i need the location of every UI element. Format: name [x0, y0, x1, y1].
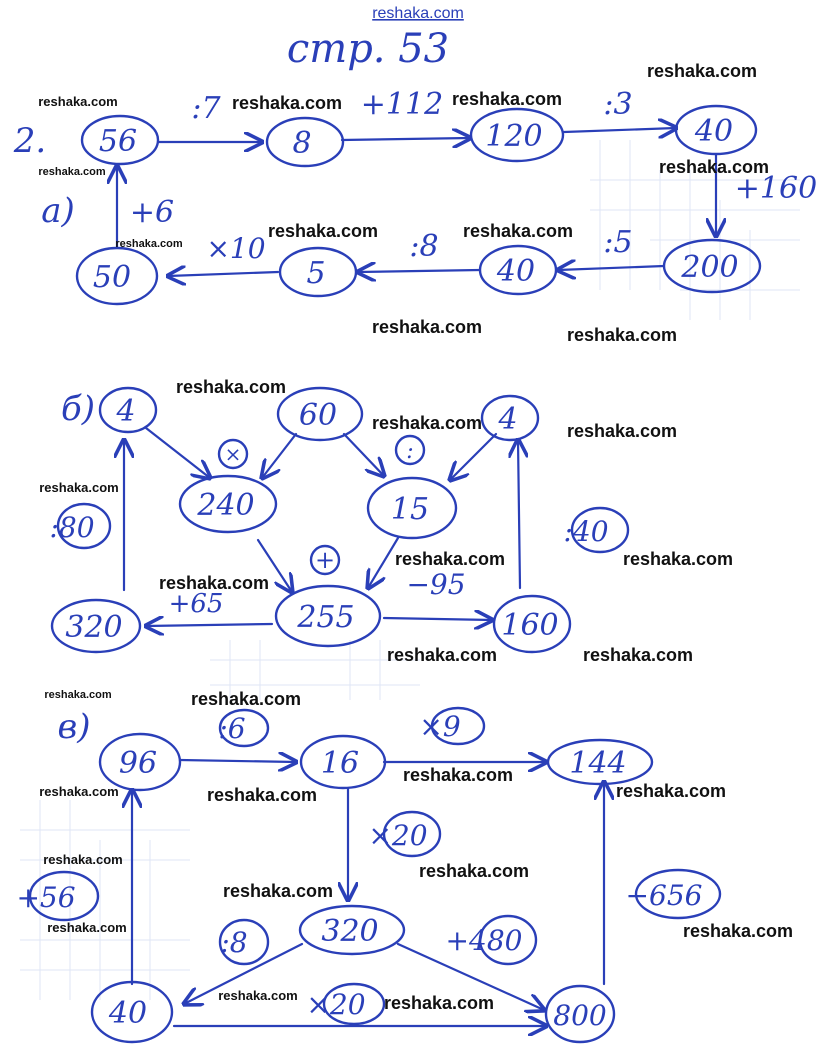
watermark: reshaka.com [231, 93, 343, 113]
op-times10: ×10 [206, 232, 266, 265]
watermark: reshaka.com [175, 377, 287, 397]
watermark: reshaka.com [383, 993, 495, 1013]
node-5-value: 5 [306, 256, 326, 291]
watermark: reshaka.com [371, 413, 483, 433]
watermark: reshaka.com [386, 645, 498, 665]
part-a-label: а) [41, 191, 75, 231]
op-minus95: −95 [406, 568, 466, 601]
op-times20b: ×20 [306, 988, 366, 1021]
watermark: reshaka.com [158, 573, 270, 593]
node-60-value: 60 [298, 398, 338, 433]
node-120-value: 120 [485, 119, 543, 154]
op-div5: :5 [603, 225, 633, 260]
watermark: reshaka.com [43, 852, 123, 867]
node-160-value: 160 [501, 608, 559, 643]
watermark: reshaka.com [462, 221, 574, 241]
header-site[interactable]: reshaka.com [372, 5, 464, 22]
node-40-bottom-value: 40 [496, 254, 536, 289]
node-255-value: 255 [297, 600, 355, 635]
op-times9: ×9 [419, 710, 461, 743]
watermark: reshaka.com [566, 325, 678, 345]
watermark: reshaka.com [566, 421, 678, 441]
node-96-value: 96 [118, 746, 158, 781]
node-40-c-value: 40 [108, 996, 148, 1031]
watermark: reshaka.com [267, 221, 379, 241]
task-number: 2. [13, 121, 47, 161]
watermark: reshaka.com [682, 921, 794, 941]
op-div8-c: :8 [220, 926, 248, 959]
op-div40: :40 [563, 515, 609, 548]
op-plus160: +160 [734, 171, 818, 206]
op-div7: :7 [191, 91, 221, 126]
watermark: reshaka.com [622, 549, 734, 569]
op-times20a: ×20 [368, 819, 428, 852]
op-div8: :8 [409, 229, 439, 264]
part-c-label: в) [57, 707, 91, 747]
watermark: reshaka.com [39, 784, 119, 799]
watermark: reshaka.com [47, 920, 127, 935]
op-div3: :3 [603, 87, 633, 122]
part-b-ops [49, 436, 628, 619]
op-div6: :6 [218, 712, 246, 745]
watermark: reshaka.com [44, 689, 112, 701]
op-div80: :80 [49, 511, 95, 544]
node-4-left-value: 4 [116, 394, 136, 429]
node-16-value: 16 [320, 746, 360, 781]
part-b-label: б) [60, 389, 96, 429]
part-b-nodes [52, 388, 570, 652]
watermark: reshaka.com [371, 317, 483, 337]
op-plus65: +65 [168, 589, 224, 619]
part-c-nodes [92, 734, 652, 1042]
watermark: reshaka.com [190, 689, 302, 709]
watermark: reshaka.com [218, 988, 298, 1003]
watermark: reshaka.com [418, 861, 530, 881]
watermark: reshaka.com [646, 61, 758, 81]
op-plus: + [314, 546, 336, 574]
node-200-value: 200 [681, 250, 739, 285]
node-50-value: 50 [92, 260, 132, 295]
watermark: reshaka.com [402, 765, 514, 785]
watermark: reshaka.com [658, 157, 770, 177]
watermark: reshaka.com [38, 166, 106, 178]
watermark: reshaka.com [615, 781, 727, 801]
op-times: × [224, 442, 242, 466]
watermark: reshaka.com [115, 238, 183, 250]
op-plus480: +480 [445, 924, 523, 957]
node-144-value: 144 [569, 746, 627, 781]
watermark: reshaka.com [394, 549, 506, 569]
watermark: reshaka.com [451, 89, 563, 109]
op-minus656: −656 [625, 879, 703, 912]
part-a-nodes [77, 106, 760, 304]
watermark: reshaka.com [39, 480, 119, 495]
node-4-right-value: 4 [498, 402, 518, 437]
op-plus6: +6 [129, 195, 175, 230]
op-plus56: +56 [16, 881, 76, 914]
node-40-top-value: 40 [694, 114, 734, 149]
op-plus112: +112 [360, 87, 444, 122]
watermark: reshaka.com [222, 881, 334, 901]
watermark: reshaka.com [582, 645, 694, 665]
watermark: reshaka.com [38, 94, 118, 109]
page-label: стр. 53 [286, 26, 450, 72]
op-divide: : [406, 439, 414, 464]
node-15-value: 15 [390, 492, 430, 527]
node-320-value: 320 [65, 610, 123, 645]
node-240-value: 240 [197, 488, 255, 523]
node-56-value: 56 [98, 124, 138, 159]
node-800-value: 800 [553, 999, 607, 1032]
node-320-c-value: 320 [321, 914, 379, 949]
node-8-value: 8 [292, 126, 312, 161]
watermark: reshaka.com [206, 785, 318, 805]
